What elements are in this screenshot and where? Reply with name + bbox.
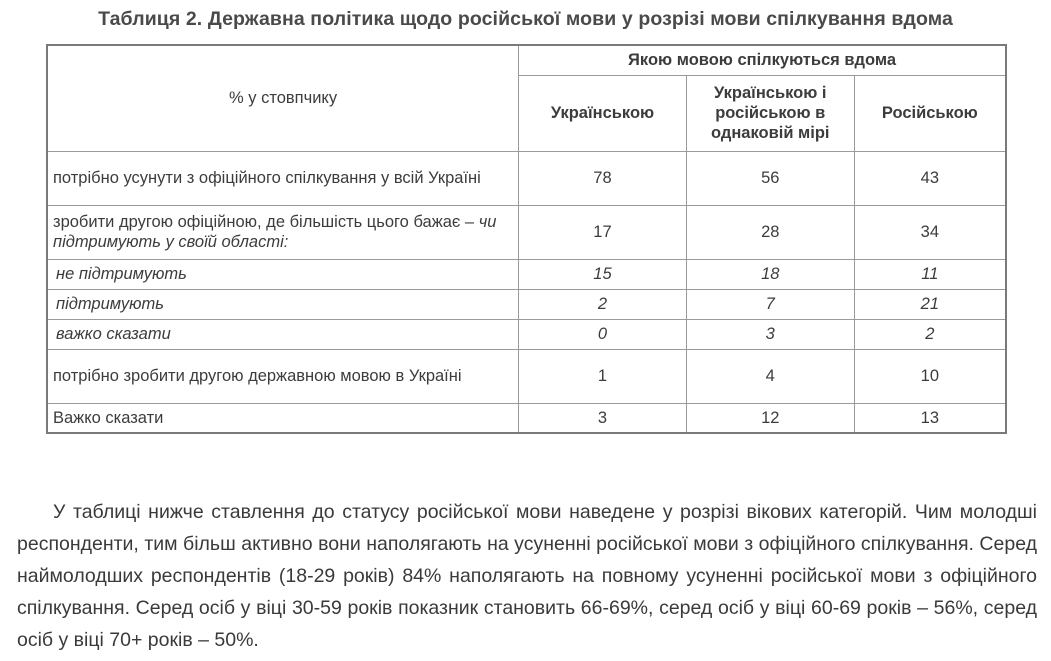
row-label: підтримують	[47, 289, 519, 319]
corner-label: % у стовпчику	[47, 45, 519, 151]
cell-value: 43	[854, 151, 1006, 205]
group-header: Якою мовою спілкуються вдома	[519, 45, 1006, 75]
table-row	[47, 259, 1006, 289]
column-header-both: Українською і російською в однаковій мірі	[686, 75, 854, 151]
table-title: Таблиця 2. Державна політика щодо російської мови у розрізі мови спілкування вдома	[98, 8, 953, 30]
table-row	[47, 205, 1006, 259]
cell-value: 78	[519, 151, 687, 205]
cell-value: 15	[519, 259, 687, 289]
cell-value: 2	[854, 319, 1006, 349]
row-label-italic: чи підтримують у своїй області:	[53, 213, 497, 251]
data-table	[46, 44, 1007, 434]
cell-value: 17	[519, 205, 687, 259]
row-label: потрібно зробити другою державною мовою в Україні	[47, 349, 519, 403]
cell-value: 28	[686, 205, 854, 259]
row-label: зробити другою офіційною, де більшість цього бажає –	[53, 213, 479, 231]
table-row	[47, 403, 1006, 433]
table-header-row	[47, 45, 1006, 75]
cell-value: 10	[854, 349, 1006, 403]
cell-value: 2	[519, 289, 687, 319]
table-row	[47, 319, 1006, 349]
cell-value: 3	[519, 403, 687, 433]
cell-value: 0	[519, 319, 687, 349]
row-label-cell	[47, 205, 519, 259]
cell-value: 12	[686, 403, 854, 433]
row-label: важко сказати	[47, 319, 519, 349]
cell-value: 34	[854, 205, 1006, 259]
row-label: не підтримують	[47, 259, 519, 289]
cell-value: 1	[519, 349, 687, 403]
table-row	[47, 349, 1006, 403]
cell-value: 13	[854, 403, 1006, 433]
cell-value: 18	[686, 259, 854, 289]
cell-value: 56	[686, 151, 854, 205]
column-header-russian: Російською	[854, 75, 1006, 151]
column-header-ukrainian: Українською	[519, 75, 687, 151]
row-label: потрібно усунути з офіційного спілкування у всій Україні	[47, 151, 519, 205]
cell-value: 3	[686, 319, 854, 349]
body-paragraph: У таблиці нижче ставлення до статусу російської мови наведене у розрізі вікових категорій. Чим молодші респонденти, тим більш активно вони наполягають на усуненні російської мови з офіційного спілкування. Серед наймолодших респондентів (18-29 років) 84% наполягають на повному усуненні російської мови з офіційного спілкування. Серед осіб у віці 30-59 років показник становить 66-69%, серед осіб у віці 60-69 років – 56%, серед осіб у віці 70+ років – 50%.	[17, 501, 1037, 651]
table-row	[47, 289, 1006, 319]
table-row	[47, 151, 1006, 205]
cell-value: 21	[854, 289, 1006, 319]
cell-value: 11	[854, 259, 1006, 289]
cell-value: 4	[686, 349, 854, 403]
row-label: Важко сказати	[47, 403, 519, 433]
cell-value: 7	[686, 289, 854, 319]
